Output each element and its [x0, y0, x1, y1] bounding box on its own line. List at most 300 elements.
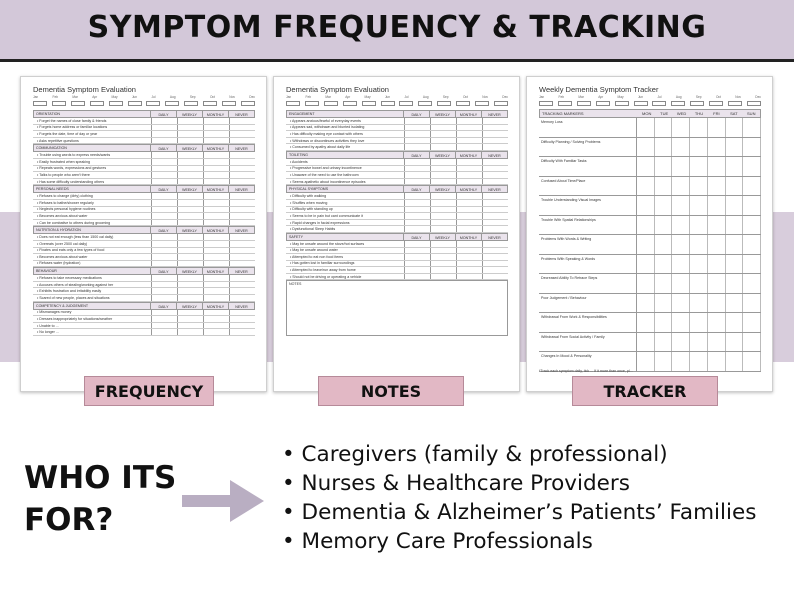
symptom-row [286, 125, 508, 132]
frequency-cell [151, 125, 177, 131]
marker-label: Confused About Time/Place [539, 177, 637, 196]
frequency-cell [229, 241, 255, 247]
frequency-column-label: MONTHLY [455, 111, 481, 117]
frequency-cell [203, 329, 229, 335]
symptom-row [286, 179, 508, 186]
frequency-cell [430, 226, 456, 232]
tracker-row [539, 138, 761, 158]
marker-label: Difficulty With Familiar Tasks [539, 157, 637, 176]
frequency-cell [229, 159, 255, 165]
symptom-row [33, 316, 255, 323]
section-name: SAFETY [289, 234, 303, 239]
day-cell [708, 274, 726, 293]
frequency-cell [229, 193, 255, 199]
symptom-row [286, 213, 508, 220]
frequency-column-label: DAILY [150, 186, 176, 192]
day-cell [726, 138, 744, 157]
month-label: Aug [675, 95, 682, 99]
symptom-text: • Neglects personal hygiene routines [37, 207, 96, 212]
day-cell [726, 177, 744, 196]
frequency-cell [430, 159, 456, 165]
section-header [33, 110, 255, 118]
tracker-row [539, 313, 761, 333]
frequency-cell [456, 261, 482, 267]
frequency-cell [430, 207, 456, 213]
day-cell [672, 216, 690, 235]
month-box [165, 101, 179, 106]
symptom-text: • Fixates and eats only a few types of food [37, 248, 105, 253]
frequency-cell [404, 118, 430, 124]
symptom-text: • Easily frustrated when speaking [37, 159, 90, 164]
frequency-cell [456, 172, 482, 178]
symptom-text: • Talks to people who aren't there [37, 172, 90, 177]
day-cell [690, 255, 708, 274]
frequency-cell [430, 131, 456, 137]
marker-label: Problems With Speaking & Words [539, 255, 637, 274]
frequency-cell [430, 254, 456, 260]
day-label: MON [642, 111, 652, 116]
section-name: COMMUNICATION [36, 146, 67, 151]
marker-label: Trouble With Spatial Relationships [539, 216, 637, 235]
symptom-row [286, 267, 508, 274]
who-line-1: WHO ITS [24, 460, 177, 496]
frequency-cell [456, 166, 482, 172]
symptom-row [286, 200, 508, 207]
day-cell [690, 118, 708, 137]
frequency-cell [151, 234, 177, 240]
frequency-cell [203, 316, 229, 322]
marker-label: Difficulty Planning / Solving Problems [539, 138, 637, 157]
symptom-row [286, 138, 508, 145]
day-cell [655, 118, 673, 137]
day-cell [672, 333, 690, 352]
month-box [381, 101, 395, 106]
symptom-row [286, 254, 508, 261]
day-cell [655, 333, 673, 352]
month-boxes [539, 101, 761, 106]
frequency-cell [203, 213, 229, 219]
symptom-text: • Scared of new people, places and situations [37, 295, 110, 300]
month-label: Jan [33, 95, 39, 99]
frequency-page [20, 76, 267, 392]
frequency-cell [404, 144, 430, 150]
month-box [286, 101, 300, 106]
day-cell [672, 274, 690, 293]
day-cell [743, 294, 761, 313]
section-header [33, 144, 255, 152]
frequency-cell [482, 159, 508, 165]
frequency-cell [482, 241, 508, 247]
frequency-cell [482, 254, 508, 260]
day-label: WED [676, 111, 687, 116]
frequency-cell [203, 118, 229, 124]
day-cell [672, 118, 690, 137]
frequency-cell [151, 323, 177, 329]
frequency-column-label: WEEKLY [176, 227, 202, 233]
month-label: Sep [189, 95, 196, 99]
frequency-cell [177, 254, 203, 260]
symptom-row [286, 226, 508, 233]
symptom-row [33, 159, 255, 166]
frequency-cell [177, 329, 203, 335]
symptom-row [33, 329, 255, 336]
month-box [109, 101, 123, 106]
symptom-text: • Asks repetitive questions [37, 138, 79, 143]
day-cell [726, 352, 744, 371]
frequency-cell [229, 295, 255, 301]
day-cell [708, 352, 726, 371]
symptom-row [33, 131, 255, 138]
symptom-text: • Becomes anxious about water [37, 213, 88, 218]
frequency-cell [404, 200, 430, 206]
notes-box: NOTES [286, 280, 508, 336]
frequency-cell [151, 295, 177, 301]
frequency-cell [177, 295, 203, 301]
symptom-row [286, 207, 508, 214]
frequency-cell [203, 172, 229, 178]
day-cell [637, 294, 655, 313]
frequency-cell [430, 267, 456, 273]
month-labels [539, 95, 761, 99]
frequency-cell [177, 200, 203, 206]
day-cell [708, 333, 726, 352]
frequency-cell [404, 254, 430, 260]
frequency-cell [229, 213, 255, 219]
frequency-cell [151, 213, 177, 219]
frequency-cell [151, 207, 177, 213]
frequency-cell [456, 125, 482, 131]
frequency-cell [430, 200, 456, 206]
frequency-cell [177, 172, 203, 178]
symptom-row [286, 274, 508, 281]
tracker-row [539, 333, 761, 353]
day-cell [690, 216, 708, 235]
frequency-cell [151, 172, 177, 178]
day-cell [690, 157, 708, 176]
month-label: May [364, 95, 371, 99]
frequency-cell [177, 310, 203, 316]
symptom-text: • Mismanages money [37, 310, 72, 315]
day-cell [726, 118, 744, 137]
symptom-text: • Does not eat enough (less than 1500 cal daily) [37, 235, 114, 240]
frequency-column-label: MONTHLY [202, 186, 228, 192]
month-label: Jan [539, 95, 545, 99]
symptom-row [286, 144, 508, 151]
frequency-cell [404, 179, 430, 185]
frequency-cell [229, 288, 255, 294]
tracker-header [539, 109, 761, 118]
frequency-cell [482, 220, 508, 226]
frequency-cell [151, 193, 177, 199]
frequency-cell [151, 152, 177, 158]
month-box [241, 101, 255, 106]
month-box [222, 101, 236, 106]
symptom-text: • Refuses to change (dirty) clothing [37, 194, 93, 199]
frequency-cell [430, 220, 456, 226]
frequency-cell [229, 254, 255, 260]
frequency-column-label: NEVER [481, 152, 507, 158]
month-label: Apr [92, 95, 98, 99]
month-label: May [617, 95, 624, 99]
month-label: Jun [637, 95, 644, 99]
frequency-cell [203, 138, 229, 144]
frequency-cell [151, 248, 177, 254]
day-cell [655, 157, 673, 176]
frequency-cell [404, 261, 430, 267]
month-box [343, 101, 357, 106]
frequency-cell [203, 200, 229, 206]
day-cell [726, 196, 744, 215]
month-boxes [33, 101, 255, 106]
day-cell [655, 196, 673, 215]
frequency-cell [456, 131, 482, 137]
frequency-cell [430, 179, 456, 185]
symptom-row [33, 275, 255, 282]
frequency-cell [177, 261, 203, 267]
frequency-cell [151, 254, 177, 260]
frequency-cell [151, 220, 177, 226]
day-cell [743, 235, 761, 254]
month-box [146, 101, 160, 106]
frequency-cell [482, 125, 508, 131]
frequency-column-label: DAILY [150, 303, 176, 309]
frequency-cell [203, 179, 229, 185]
frequency-cell [482, 248, 508, 254]
frequency-column-label: NEVER [481, 234, 507, 240]
frequency-cell [404, 213, 430, 219]
frequency-cell [177, 138, 203, 144]
frequency-cell [151, 166, 177, 172]
symptom-text: • Repeats words, expressions and gestures [37, 166, 107, 171]
month-labels [33, 95, 255, 99]
frequency-column-label: NEVER [228, 268, 254, 274]
frequency-cell [229, 282, 255, 288]
tracker-row [539, 216, 761, 236]
audience-item: • Memory Care Professionals [282, 527, 756, 556]
frequency-cell [404, 220, 430, 226]
tracker-page-title: Weekly Dementia Symptom Tracker [539, 85, 659, 94]
who-line-2: FOR? [24, 502, 114, 538]
month-label: Dec [249, 95, 255, 99]
frequency-cell [456, 138, 482, 144]
day-cell [655, 177, 673, 196]
frequency-cell [482, 118, 508, 124]
day-cell [690, 313, 708, 332]
day-cell [726, 255, 744, 274]
symptom-text: • Forgets the date, time of day or year [37, 131, 98, 136]
day-cell [655, 274, 673, 293]
frequency-cell [430, 144, 456, 150]
marker-label: Withdrawal From Social Activity / Family [539, 333, 637, 352]
symptom-text: • Dysfunctional Sleep Habits [290, 227, 336, 232]
symptom-row [33, 254, 255, 261]
frequency-cell [482, 213, 508, 219]
frequency-cell [177, 323, 203, 329]
day-cell [672, 294, 690, 313]
month-label: Oct [209, 95, 215, 99]
page-title: SYMPTOM FREQUENCY & TRACKING [87, 10, 707, 45]
day-cell [637, 157, 655, 176]
day-cell [708, 196, 726, 215]
frequency-cell [203, 152, 229, 158]
section-name: PHYSICAL SYMPTOMS [289, 187, 329, 192]
frequency-cell [203, 310, 229, 316]
frequency-cell [430, 248, 456, 254]
symptom-text: • Can be combative to others during grooming [37, 220, 111, 225]
frequency-cell [404, 193, 430, 199]
title-banner [0, 0, 794, 62]
day-cell [655, 255, 673, 274]
tracker-row [539, 177, 761, 197]
symptom-text: • Dresses inappropriately for situations/weather [37, 317, 113, 322]
frequency-cell [482, 179, 508, 185]
frequency-cell [203, 125, 229, 131]
section-name: ENGAGEMENT [289, 112, 315, 116]
frequency-column-label: MONTHLY [202, 145, 228, 151]
symptom-row [33, 166, 255, 173]
frequency-column-label: NEVER [481, 186, 507, 192]
frequency-cell [203, 288, 229, 294]
day-cell [637, 177, 655, 196]
day-cell [655, 313, 673, 332]
frequency-cell [203, 234, 229, 240]
day-cell [672, 177, 690, 196]
frequency-cell [151, 118, 177, 124]
symptom-text: • Shuffles when moving [290, 200, 328, 205]
frequency-cell [456, 207, 482, 213]
notes-page-title: Dementia Symptom Evaluation [286, 85, 389, 94]
frequency-cell [482, 144, 508, 150]
frequency-column-label: NEVER [481, 111, 507, 117]
frequency-cell [177, 248, 203, 254]
symptom-text: • Difficulty with walking [290, 194, 327, 199]
frequency-cell [456, 179, 482, 185]
month-label: Oct [462, 95, 468, 99]
symptom-text: • Forget the names of close family & friends [37, 118, 107, 123]
day-cell [708, 118, 726, 137]
frequency-cell [482, 166, 508, 172]
frequency-cell [456, 144, 482, 150]
frequency-cell [482, 274, 508, 280]
frequency-cell [177, 282, 203, 288]
frequency-cell [151, 275, 177, 281]
frequency-cell [151, 310, 177, 316]
frequency-column-label: NEVER [228, 227, 254, 233]
day-cell [637, 118, 655, 137]
frequency-cell [430, 172, 456, 178]
frequency-cell [203, 254, 229, 260]
month-label: Feb [52, 95, 58, 99]
section-header [286, 110, 508, 118]
symptom-row [33, 200, 255, 207]
section-header [33, 185, 255, 193]
symptom-row [33, 234, 255, 241]
day-label: FRI [713, 111, 720, 116]
month-label: Apr [345, 95, 351, 99]
frequency-cell [229, 166, 255, 172]
month-box [709, 101, 723, 106]
frequency-cell [177, 125, 203, 131]
frequency-cell [151, 179, 177, 185]
frequency-column-label: NEVER [228, 111, 254, 117]
frequency-cell [177, 316, 203, 322]
frequency-cell [404, 226, 430, 232]
frequency-cell [404, 274, 430, 280]
frequency-cell [456, 254, 482, 260]
symptom-row [33, 138, 255, 145]
day-cell [637, 333, 655, 352]
frequency-cell [404, 248, 430, 254]
frequency-cell [151, 316, 177, 322]
month-box [671, 101, 685, 106]
frequency-column-label: WEEKLY [429, 234, 455, 240]
section-header [286, 151, 508, 159]
frequency-cell [482, 138, 508, 144]
marker-label: Withdrawal From Work & Responsibilities [539, 313, 637, 332]
frequency-column-label: WEEKLY [429, 111, 455, 117]
day-cell [743, 255, 761, 274]
month-label: Aug [422, 95, 429, 99]
month-box [305, 101, 319, 106]
frequency-cell [456, 241, 482, 247]
frequency-cell [203, 207, 229, 213]
symptom-text: • Withdraws or discontinues activities they love [290, 138, 365, 143]
month-box [577, 101, 591, 106]
frequency-cell [177, 118, 203, 124]
frequency-column-label: WEEKLY [176, 186, 202, 192]
day-cell [637, 216, 655, 235]
frequency-cell [430, 261, 456, 267]
day-label: THU [694, 111, 704, 116]
day-cell [743, 313, 761, 332]
day-cell [690, 294, 708, 313]
day-cell [655, 352, 673, 371]
month-label: Feb [305, 95, 311, 99]
marker-label: Poor Judgement / Behaviour [539, 294, 637, 313]
frequency-cell [229, 323, 255, 329]
symptom-text: • Should not be driving or operating a vehicle [290, 274, 362, 279]
day-cell [726, 157, 744, 176]
month-label: Feb [558, 95, 564, 99]
frequency-column-label: DAILY [150, 227, 176, 233]
frequency-cell [430, 118, 456, 124]
month-box [90, 101, 104, 106]
symptom-row [33, 213, 255, 220]
month-label: Jul [151, 95, 156, 99]
frequency-column-label: WEEKLY [176, 303, 202, 309]
month-box [634, 101, 648, 106]
frequency-cell [229, 316, 255, 322]
section-header [33, 267, 255, 275]
symptom-text: • Unaware of the need to use the bathroom [290, 172, 359, 177]
frequency-cell [456, 200, 482, 206]
section-header [33, 302, 255, 310]
symptom-text: • Has some difficulty understanding others [37, 179, 105, 184]
frequency-cell [151, 138, 177, 144]
tracker-page [526, 76, 773, 392]
frequency-cell [482, 193, 508, 199]
month-label: Sep [695, 95, 702, 99]
day-cell [637, 352, 655, 371]
frequency-column-label: NEVER [228, 303, 254, 309]
month-box [494, 101, 508, 106]
day-cell [672, 157, 690, 176]
month-box [362, 101, 376, 106]
symptom-row [286, 159, 508, 166]
frequency-column-label: WEEKLY [429, 186, 455, 192]
frequency-cell [177, 152, 203, 158]
frequency-cell [229, 310, 255, 316]
